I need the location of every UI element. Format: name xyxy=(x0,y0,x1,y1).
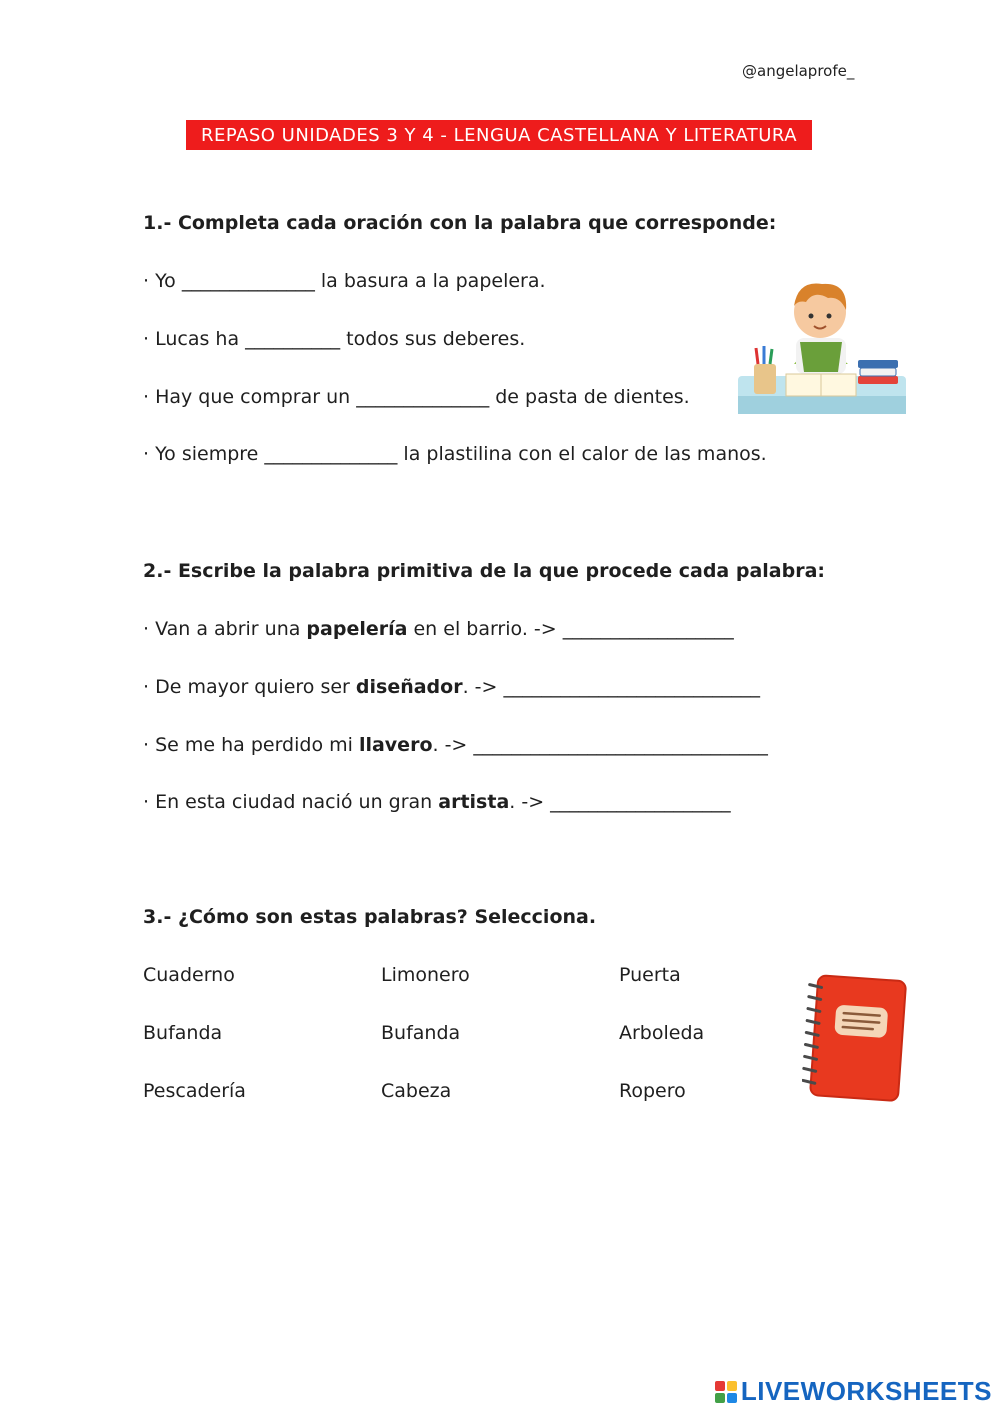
section1-line-3: · Hay que comprar un ______________ de pasta de dientes. xyxy=(143,386,690,408)
author-handle: @angelaprofe_ xyxy=(742,62,855,80)
section2-heading: 2.- Escribe la palabra primitiva de la que procede cada palabra: xyxy=(143,560,826,582)
section2-line-2: · De mayor quiero ser diseñador. -> ___________________________ xyxy=(143,676,760,698)
word-option[interactable]: Cuaderno xyxy=(143,964,235,986)
section2-line-4: · En esta ciudad nació un gran artista. -> ___________________ xyxy=(143,791,731,813)
liveworksheets-logo xyxy=(715,1376,992,1407)
section1-line-2: · Lucas ha __________ todos sus deberes. xyxy=(143,328,526,350)
section3-heading: 3.- ¿Cómo son estas palabras? Selecciona. xyxy=(143,906,597,928)
section2-line-1: · Van a abrir una papelería en el barrio. -> __________________ xyxy=(143,618,734,640)
word-option[interactable]: Puerta xyxy=(619,964,681,986)
liveworksheets-wordmark: LIVEWORKSHEETS xyxy=(740,1376,992,1406)
word-option[interactable]: Pescadería xyxy=(143,1080,246,1102)
section1-heading: 1.- Completa cada oración con la palabra que corresponde: xyxy=(143,212,777,234)
section1-line-1: · Yo ______________ la basura a la papelera. xyxy=(143,270,546,292)
worksheet-title-banner: REPASO UNIDADES 3 Y 4 - LENGUA CASTELLANA Y LITERATURA xyxy=(186,120,812,150)
word-option[interactable]: Bufanda xyxy=(143,1022,223,1044)
word-option[interactable]: Ropero xyxy=(619,1080,686,1102)
word-option[interactable]: Bufanda xyxy=(381,1022,461,1044)
word-option[interactable]: Limonero xyxy=(381,964,470,986)
liveworksheets-logo-icon xyxy=(715,1381,737,1403)
boy-studying-illustration xyxy=(736,276,908,416)
word-option[interactable]: Arboleda xyxy=(619,1022,705,1044)
section2-line-3: · Se me ha perdido mi llavero. -> _______________________________ xyxy=(143,734,768,756)
section1-line-4: · Yo siempre ______________ la plastilina con el calor de las manos. xyxy=(143,443,767,465)
word-option[interactable]: Cabeza xyxy=(381,1080,452,1102)
notebook-icon xyxy=(802,972,910,1106)
